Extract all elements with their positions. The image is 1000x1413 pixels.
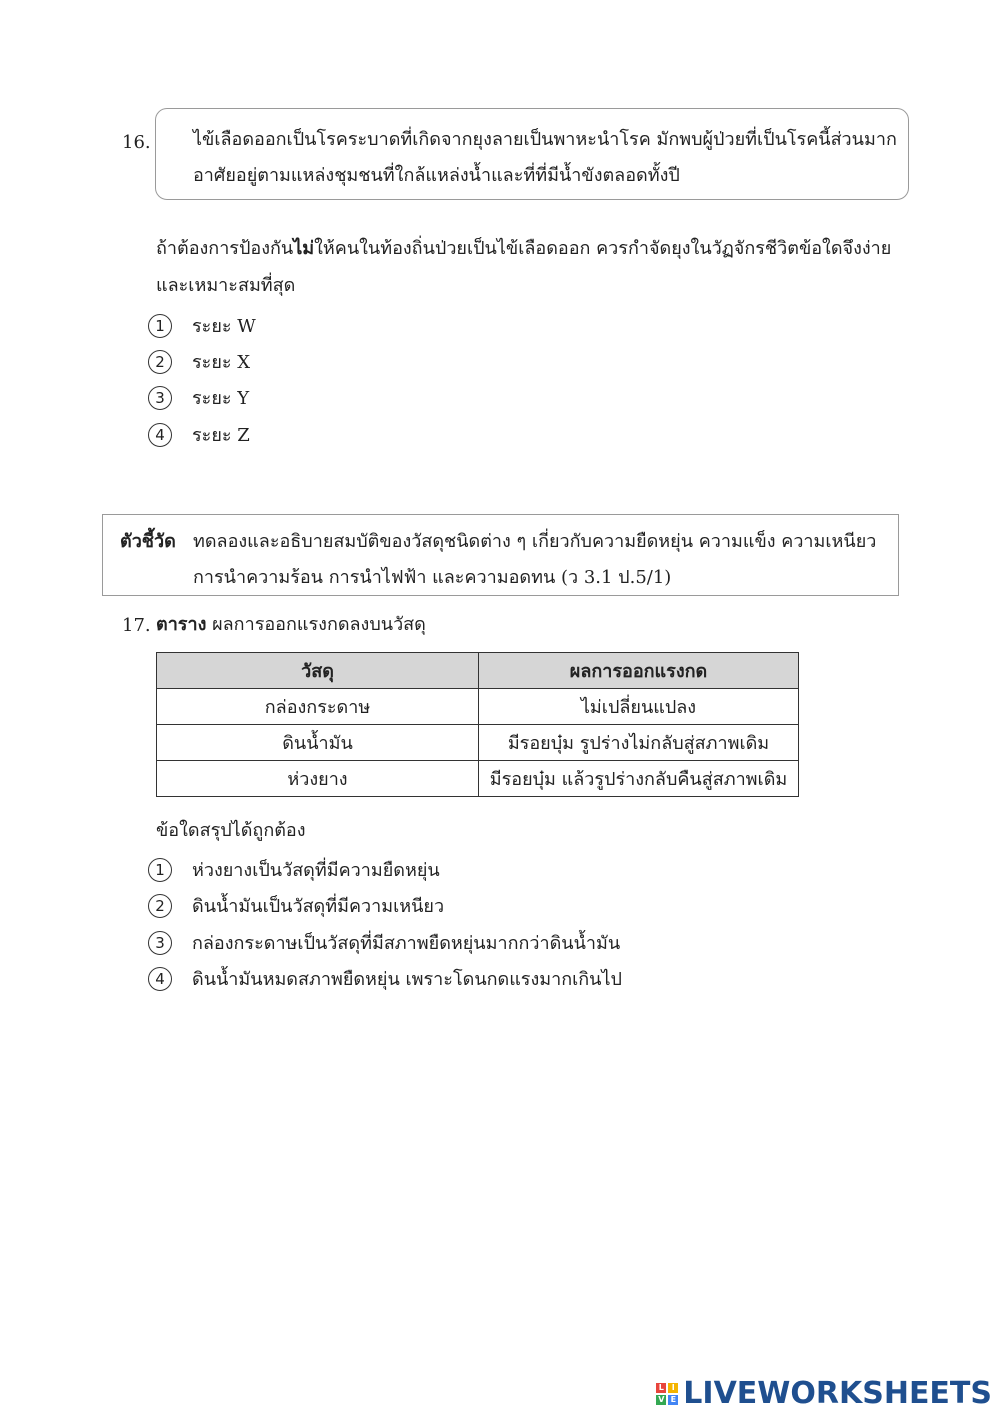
option-text: ระยะ W <box>192 316 256 337</box>
cell-material: กล่องกระดาษ <box>157 689 479 725</box>
question-17-stem: ข้อใดสรุปได้ถูกต้อง <box>156 820 306 841</box>
option-number-circle: 3 <box>148 931 172 955</box>
header-material: วัสดุ <box>157 653 479 689</box>
table-row <box>157 725 799 761</box>
logo-text: LIVEWORKSHEETS <box>683 1376 992 1411</box>
table-header-row <box>157 653 799 689</box>
table-label: ตาราง <box>156 614 207 635</box>
q16-option-1[interactable] <box>148 311 256 340</box>
option-text: ระยะ X <box>192 352 251 373</box>
stem-text-part2: ให้คนในท้องถิ่นป่วยเป็นไข้เลือดออก ควรกำจัดยุงในวัฏจักรชีวิตข้อใดจึงง่าย <box>314 238 892 259</box>
results-table <box>156 652 799 797</box>
question-16-passage-line2: อาศัยอยู่ตามแหล่งชุมชนที่ใกล้แหล่งน้ำและที่ที่มีน้ำขังตลอดทั้งปี <box>193 165 680 186</box>
option-number-circle: 2 <box>148 350 172 374</box>
option-text: กล่องกระดาษเป็นวัสดุที่มีสภาพยืดหยุ่นมากกว่าดินน้ำมัน <box>192 933 621 954</box>
header-result: ผลการออกแรงกด <box>479 653 799 689</box>
option-number-circle: 3 <box>148 386 172 410</box>
option-number-circle: 1 <box>148 858 172 882</box>
question-16-passage-line1: ไข้เลือดออกเป็นโรคระบาดที่เกิดจากยุงลายเป็นพาหะนำโรค มักพบผู้ป่วยที่เป็นโรคนี้ส่วนมาก <box>193 129 897 150</box>
logo-tile: L <box>656 1383 666 1393</box>
option-text: ระยะ Y <box>192 388 250 409</box>
table-row <box>157 761 799 797</box>
cell-result: มีรอยบุ๋ม รูปร่างไม่กลับสู่สภาพเดิม <box>479 725 799 761</box>
cell-result: มีรอยบุ๋ม แล้วรูปร่างกลับคืนสู่สภาพเดิม <box>479 761 799 797</box>
question-17-table-caption <box>156 606 426 643</box>
question-16-stem <box>156 230 891 267</box>
table-row <box>157 689 799 725</box>
table-caption-text: ผลการออกแรงกดลงบนวัสดุ <box>212 614 426 635</box>
indicator-line2: การนำความร้อน การนำไฟฟ้า และความอดทน (ว 3.1 ป.5/1) <box>193 567 672 588</box>
logo-tile: V <box>658 1394 665 1404</box>
question-16-stem-line2: และเหมาะสมที่สุด <box>156 275 296 296</box>
option-text: ดินน้ำมันหมดสภาพยืดหยุ่น เพราะโดนกดแรงมากเกินไป <box>192 969 622 990</box>
logo-tile: E <box>668 1395 678 1405</box>
q17-option-2[interactable] <box>148 891 444 920</box>
q16-option-3[interactable] <box>148 383 249 412</box>
q17-option-1[interactable] <box>148 855 440 884</box>
option-text: ระยะ Z <box>192 425 250 446</box>
option-number-circle: 4 <box>148 967 172 991</box>
logo-tiles <box>656 1383 678 1405</box>
cell-material: ห่วงยาง <box>157 761 479 797</box>
logo-tile: I <box>668 1383 678 1393</box>
cell-result: ไม่เปลี่ยนแปลง <box>479 689 799 725</box>
liveworksheets-logo <box>656 1376 992 1411</box>
q16-option-2[interactable] <box>148 347 250 376</box>
q16-option-4[interactable] <box>148 420 250 449</box>
q17-option-3[interactable] <box>148 928 620 957</box>
indicator-line1: ทดลองและอธิบายสมบัติของวัสดุชนิดต่าง ๆ เกี่ยวกับความยืดหยุ่น ความแข็ง ความเหนียว <box>193 531 877 552</box>
option-text: ห่วงยางเป็นวัสดุที่มีความยืดหยุ่น <box>192 860 440 881</box>
option-number-circle: 4 <box>148 423 172 447</box>
option-number-circle: 2 <box>148 894 172 918</box>
stem-text-emphasis: ไม่ <box>293 238 315 259</box>
indicator-label: ตัวชี้วัด <box>120 531 176 552</box>
option-number-circle: 1 <box>148 314 172 338</box>
cell-material: ดินน้ำมัน <box>157 725 479 761</box>
option-text: ดินน้ำมันเป็นวัสดุที่มีความเหนียว <box>192 896 445 917</box>
stem-text-part1: ถ้าต้องการป้องกัน <box>156 238 294 259</box>
question-16-number: 16. <box>122 132 151 153</box>
q17-option-4[interactable] <box>148 964 622 993</box>
question-17-number: 17. <box>122 615 151 636</box>
